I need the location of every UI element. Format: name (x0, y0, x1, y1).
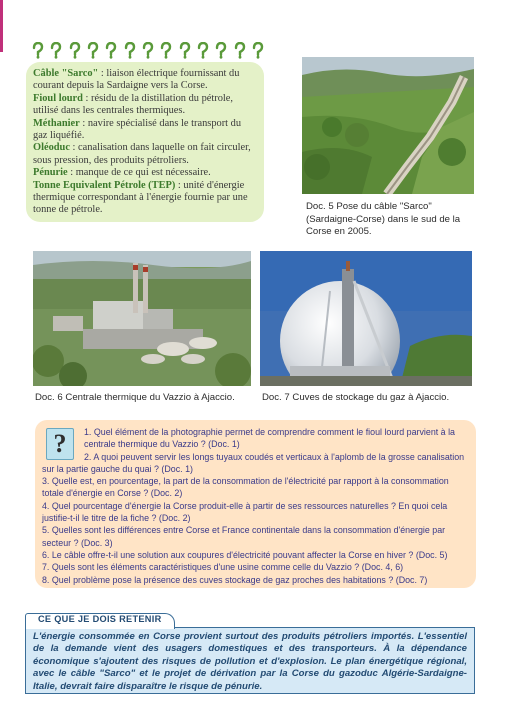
doc7-gas-tanks-photo (260, 251, 472, 386)
notebook-spirals (32, 42, 264, 60)
glossary-definition: : liaison électrique fournissant du courant depuis la Sardaigne vers la Corse. (33, 68, 240, 92)
spiral-ring-icon (87, 42, 99, 59)
margin-accent-bar (0, 0, 3, 52)
spiral-ring-icon (105, 42, 117, 59)
glossary-entry (33, 142, 255, 167)
glossary-definition: : unité d'énergie thermique correspondant à l'énergie fournie par une tonne de pétrole. (33, 179, 248, 216)
spiral-ring-icon (197, 42, 209, 59)
doc5-caption: Doc. 5 Pose du câble "Sarco" (Sardaigne-Corse) dans le sud de la Corse en 2005. (306, 201, 461, 238)
glossary-term: Fioul lourd (33, 92, 83, 104)
spiral-ring-icon (142, 42, 154, 59)
spiral-ring-icon (179, 42, 191, 59)
glossary-term: Câble "Sarco" (33, 68, 99, 79)
question-item: 2. A quoi peuvent servir les longs tuyaux coudés et verticaux à l'aplomb de la grosse canalisation sur la partie gauche du quai ? (Doc. 1) (42, 451, 465, 474)
glossary-entry (33, 93, 255, 118)
glossary-definition: : canalisation dans laquelle on fait circuler, sous pression, des produits pétroliers. (33, 142, 251, 166)
spiral-ring-icon (234, 42, 246, 59)
spiral-ring-icon (50, 42, 62, 59)
glossary-entry (33, 68, 255, 93)
doc7-caption: Doc. 7 Cuves de stockage du gaz à Ajaccio. (262, 392, 450, 403)
question-item: 3. Quelle est, en pourcentage, la part de la consommation de l'électricité par rapport à la consommation totale d'énergie en Corse ? (Doc. 2) (42, 476, 449, 499)
glossary-definition: : navire spécialisé dans le transport du gaz liquéfié. (33, 117, 242, 142)
glossary-term: Tonne Equivalent Pétrole (TEP) (33, 179, 176, 191)
spiral-ring-icon (215, 42, 227, 59)
spiral-ring-icon (160, 42, 172, 59)
glossary-definition: : manque de ce qui est nécessaire. (67, 167, 211, 179)
summary-text: L'énergie consommée en Corse provient surtout des produits pétroliers importés. L'essentiel de la demande vient des usagers domestiques et des transporteurs. À la dépendance économique s'ajoutent des risques de pollution et d'explosion. Le plan énergétique régional, avec le câble "Sarco" et le projet de dérivation par la Corse du gazoduc Algérie-Sardaigne-Italie, devrait faire disparaître le risque de pénurie. (33, 631, 467, 692)
spiral-ring-icon (252, 42, 264, 59)
spiral-ring-icon (69, 42, 81, 59)
glossary-definition: : résidu de la distillation du pétrole, utilisé dans les centrales thermiques. (33, 92, 234, 117)
question-item: 5. Quelles sont les différences entre Corse et France continentale dans la consommation d'énergie par secteur ? (Doc. 3) (42, 525, 446, 548)
glossary-term: Oléoduc (33, 142, 70, 154)
summary-title: CE QUE JE DOIS RETENIR (38, 614, 162, 624)
glossary-term: Pénurie (33, 167, 68, 179)
glossary-text (33, 68, 255, 217)
question-item: 6. Le câble offre-t-il une solution aux coupures d'électricité pouvant affecter la Corse en hiver ? (Doc. 5) (42, 549, 448, 560)
question-item: 4. Quel pourcentage d'énergie la Corse produit-elle à partir de ses ressources naturelles ? En quoi cela justifie-t-il le titre de la fiche ? (Doc. 2) (42, 500, 448, 524)
spiral-ring-icon (32, 42, 44, 59)
spiral-ring-icon (124, 42, 136, 59)
question-item: 8. Quel problème pose la présence des cuves stockage de gaz proches des habitations ? (Doc. 7) (42, 574, 428, 585)
doc5-cable-photo (302, 57, 474, 194)
questions-list (42, 426, 472, 586)
question-mark-icon: ? (46, 428, 74, 460)
glossary-term: Méthanier (33, 117, 80, 129)
question-item: 7. Quels sont les éléments caractéristiques d'une usine comme celle du Vazzio ? (Doc. 4, 6) (42, 562, 404, 573)
glossary-entry (33, 167, 255, 179)
glossary-entry (33, 118, 255, 143)
doc6-caption: Doc. 6 Centrale thermique du Vazzio à Ajaccio. (35, 392, 235, 403)
glossary-entry (33, 180, 255, 217)
doc6-power-plant-photo (33, 251, 251, 386)
question-item: 1. Quel élément de la photographie permet de comprendre comment le fioul lourd parvient à la centrale thermique du Vazzio ? (Doc. 1) (84, 427, 455, 450)
